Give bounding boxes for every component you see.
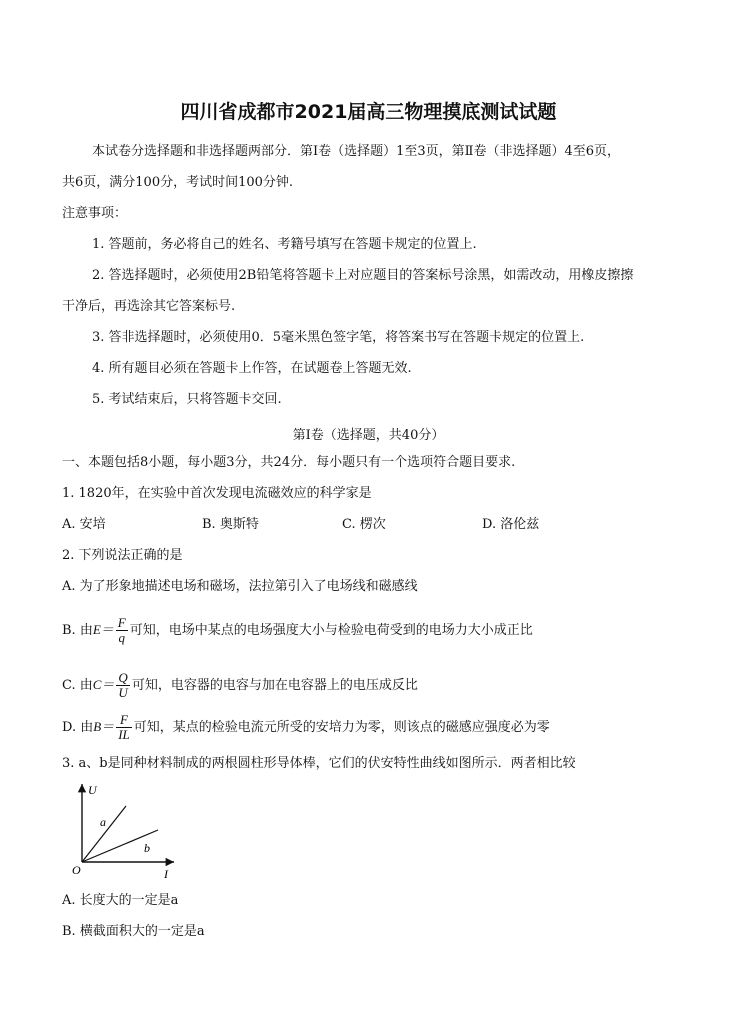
fraction-numerator: F: [117, 615, 126, 630]
q1-option-a: A. 安培: [62, 517, 106, 532]
q1-option-c: C. 楞次: [342, 517, 386, 532]
q2-option-c-prefix: C. 由: [62, 678, 93, 693]
note-4: 4. 所有题目必须在答题卡上作答，在试题卷上答题无效.: [92, 361, 412, 376]
q3-option-a: A. 长度大的一定是a: [62, 893, 179, 908]
line-a-label: a: [100, 815, 106, 829]
q2-option-b-text: 可知，电场中某点的电场强度大小与检验电荷受到的电场力大小成正比: [129, 623, 533, 638]
q2-option-c-text: 可知，电容器的电容与加在电容器上的电压成反比: [131, 678, 418, 693]
line-b-label: b: [144, 841, 150, 855]
fraction-denominator: IL: [118, 727, 130, 742]
fraction-denominator: q: [118, 630, 125, 645]
q1-stem: 1. 1820年，在实验中首次发现电流磁效应的科学家是: [62, 486, 372, 501]
intro-line-2: 共6页，满分100分，考试时间100分钟.: [62, 175, 294, 190]
q2-option-d: [62, 713, 550, 742]
section-1-heading: 第Ⅰ卷（选择题，共40分）: [292, 428, 445, 443]
q2-stem: 2. 下列说法正确的是: [62, 548, 183, 563]
q2-option-a: A. 为了形象地描述电场和磁场，法拉第引入了电场线和磁感线: [62, 579, 418, 594]
q3-option-b: B. 横截面积大的一定是a: [62, 924, 205, 939]
y-axis-label: U: [88, 783, 97, 797]
q1-option-b: B. 奥斯特: [202, 517, 259, 532]
q2-option-b-fraction: [116, 616, 128, 645]
q2-option-d-text: 可知，某点的检验电流元所受的安培力为零，则该点的磁感应强度必为零: [133, 720, 550, 735]
q2-option-c: [62, 671, 418, 700]
q2-option-b-prefix: B. 由: [62, 623, 93, 638]
fraction-numerator: F: [116, 713, 132, 728]
q2-option-c-fraction: [116, 671, 129, 700]
q3-stem: 3. a、b是同种材料制成的两根圆柱形导体棒，它们的伏安特性曲线如图所示．两者相比较: [62, 756, 576, 771]
note-5: 5. 考试结束后，只将答题卡交回.: [92, 392, 282, 407]
q2-option-d-lhs: B＝: [93, 719, 115, 734]
q3-volt-ampere-graph: [60, 778, 180, 888]
note-2-line-1: 2. 答选择题时，必须使用2B铅笔将答题卡上对应题目的答案标号涂黑，如需改动，用橡皮擦擦: [92, 268, 634, 283]
x-axis-label: I: [164, 867, 168, 881]
note-1: 1. 答题前，务必将自己的姓名、考籍号填写在答题卡规定的位置上.: [92, 237, 477, 252]
section-1-instructions: 一、本题包括8小题，每小题3分，共24分．每小题只有一个选项符合题目要求.: [62, 455, 516, 470]
q2-option-d-fraction: [116, 713, 132, 742]
origin-label: O: [72, 863, 81, 877]
intro-line-1: 本试卷分选择题和非选择题两部分．第Ⅰ卷（选择题）1至3页，第Ⅱ卷（非选择题）4至6页，: [92, 144, 621, 159]
note-3: 3. 答非选择题时，必须使用0．5毫米黑色签字笔，将答案书写在答题卡规定的位置上.: [92, 330, 585, 345]
fraction-denominator: U: [118, 685, 128, 700]
fraction-numerator: Q: [118, 670, 128, 685]
q1-option-d: D. 洛伦兹: [482, 517, 540, 532]
q2-option-c-lhs: C＝: [92, 677, 115, 692]
page-title: 四川省成都市2021届高三物理摸底测试试题: [180, 101, 557, 123]
notes-heading: 注意事项：: [62, 206, 128, 221]
note-2-line-2: 干净后，再选涂其它答案标号.: [62, 299, 236, 314]
q2-option-d-prefix: D. 由: [62, 720, 94, 735]
q2-option-b: [62, 616, 533, 645]
q2-option-b-lhs: E＝: [92, 622, 114, 637]
